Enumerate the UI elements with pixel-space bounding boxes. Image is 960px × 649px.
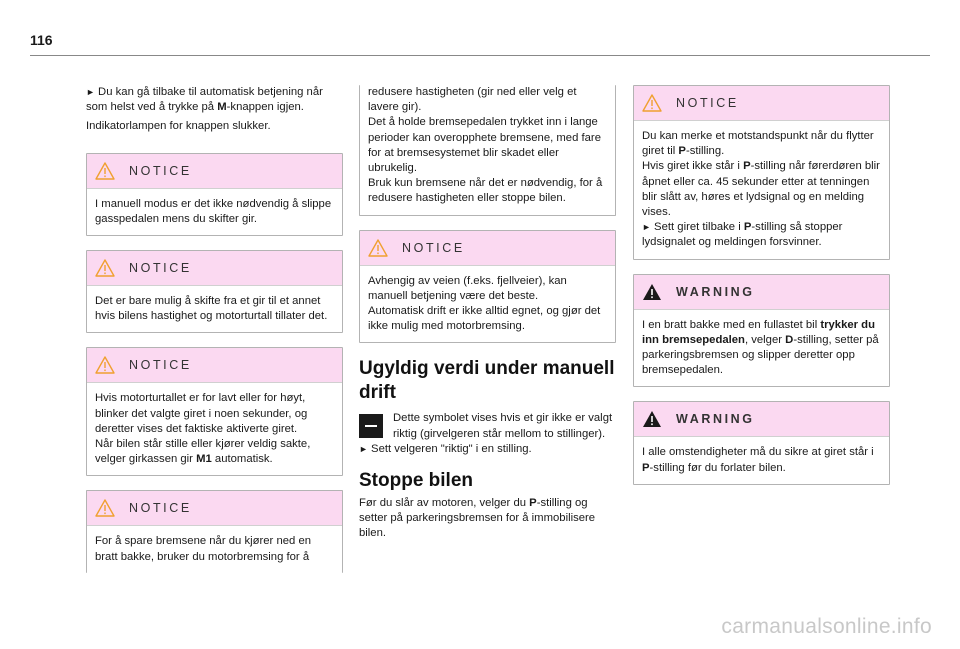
notice-title: NOTICE: [129, 261, 192, 276]
warning-text: I alle omstendigheter må du sikre at giret står i P-stilling før du forlater bilen.: [642, 446, 874, 474]
notice-title: NOTICE: [129, 358, 192, 373]
notice-box-6: [633, 85, 890, 260]
notice-text: Når bilen står stille eller kjører veldig sakte, velger girkassen gir M1 automatisk.: [95, 438, 311, 466]
column-3: [633, 85, 890, 499]
notice-box-3: [86, 347, 343, 476]
invalid-gear-text: Dette symbolet vises hvis et gir ikke er valgt riktig (girvelgeren står mellom to stillinger).: [393, 412, 613, 440]
notice-text: Avhengig av veien (f.eks. fjellveier), kan manuell betjening være det beste.: [368, 274, 567, 302]
notice-text: Hvis giret ikke står i P-stilling når førerdøren blir åpnet eller ca. 45 sekunder etter at tenningen blir slått av, høres et lydsignal og en melding vises.: [642, 160, 880, 219]
notice-box-4-continued: [359, 85, 616, 216]
notice-box-1: [86, 153, 343, 236]
invalid-gear-icon: [359, 414, 383, 438]
notice-text: Hvis motorturtallet er for lavt eller for høyt, blinker det valgte giret i noen sekunder, og deretter vises det faktiske aktiverte giret.: [95, 392, 308, 435]
invalid-gear-step: ► Sett velgeren "riktig" i en stilling.: [359, 442, 532, 455]
notice-triangle-icon: [642, 94, 662, 112]
stop-car-text: Før du slår av motoren, velger du P-stilling og setter på parkeringsbremsen for å immobilisere bilen.: [359, 497, 596, 540]
column-2: [359, 85, 616, 542]
section-heading-invalid-value: Ugyldig verdi under manuell drift: [359, 358, 615, 404]
notice-text: Bruk kun bremsene når det er nødvendig, for å redusere hastigheten eller stoppe bilen.: [368, 177, 603, 205]
notice-triangle-icon: [95, 499, 115, 517]
header-rule: [30, 55, 930, 56]
notice-text: I manuell modus er det ikke nødvendig å slippe gasspedalen mens du skifter gir.: [95, 197, 332, 225]
warning-triangle-icon: [642, 283, 662, 301]
intro-line2: Indikatorlampen for knappen slukker.: [86, 120, 271, 133]
notice-text: ► Sett giret tilbake i P-stilling så stopper lydsignalet og meldingen forsvinner.: [642, 221, 843, 249]
arrow-icon: ►: [642, 222, 651, 233]
notice-text: Automatisk drift er ikke alltid egnet, og gjør det ikke mulig med motorbremsing.: [368, 305, 601, 333]
arrow-icon: ►: [359, 443, 368, 454]
notice-triangle-icon: [95, 259, 115, 277]
watermark: carmanualsonline.info: [721, 615, 932, 638]
notice-title: NOTICE: [129, 163, 192, 178]
invalid-gear-block: [359, 411, 616, 457]
notice-box-5: [359, 230, 616, 344]
warning-box-2: [633, 401, 890, 484]
notice-title: NOTICE: [129, 501, 192, 516]
notice-text: Det å holde bremsepedalen trykket inn i lange perioder kan overopphete bremsene, med fare for at bremsesystemet blir skadet eller ubrukelig.: [368, 116, 601, 175]
notice-text: redusere hastigheten (gir ned eller velg et lavere gir).: [368, 86, 577, 114]
warning-triangle-icon: [642, 410, 662, 428]
notice-triangle-icon: [368, 239, 388, 257]
notice-triangle-icon: [95, 356, 115, 374]
notice-text: Du kan merke et motstandspunkt når du flytter giret til P-stilling.: [642, 130, 874, 158]
intro-paragraph: ► Du kan gå tilbake til automatisk betjening når som helst ved å trykke på M-knappen igjen.: [86, 86, 323, 114]
arrow-icon: ►: [86, 87, 95, 97]
notice-triangle-icon: [95, 162, 115, 180]
notice-text: For å spare bremsene når du kjører ned en bratt bakke, bruker du motorbremsing for å: [95, 535, 312, 563]
notice-title: NOTICE: [402, 240, 465, 255]
warning-box-1: [633, 274, 890, 388]
warning-text: I en bratt bakke med en fullastet bil trykker du inn bremsepedalen, velger D-stilling, setter på parkeringsbremsen og slipper deretter opp bremsepedalen.: [642, 318, 879, 377]
notice-box-4: [86, 490, 343, 572]
warning-title: WARNING: [676, 412, 755, 427]
warning-title: WARNING: [676, 284, 755, 299]
page-number: 116: [30, 32, 53, 48]
notice-text: Det er bare mulig å skifte fra et gir til et annet hvis bilens hastighet og motorturtall tillater det.: [95, 295, 328, 323]
column-1: [86, 85, 343, 573]
notice-title: NOTICE: [676, 96, 739, 110]
notice-box-2: [86, 250, 343, 333]
section-heading-stop-car: Stoppe bilen: [359, 470, 473, 492]
